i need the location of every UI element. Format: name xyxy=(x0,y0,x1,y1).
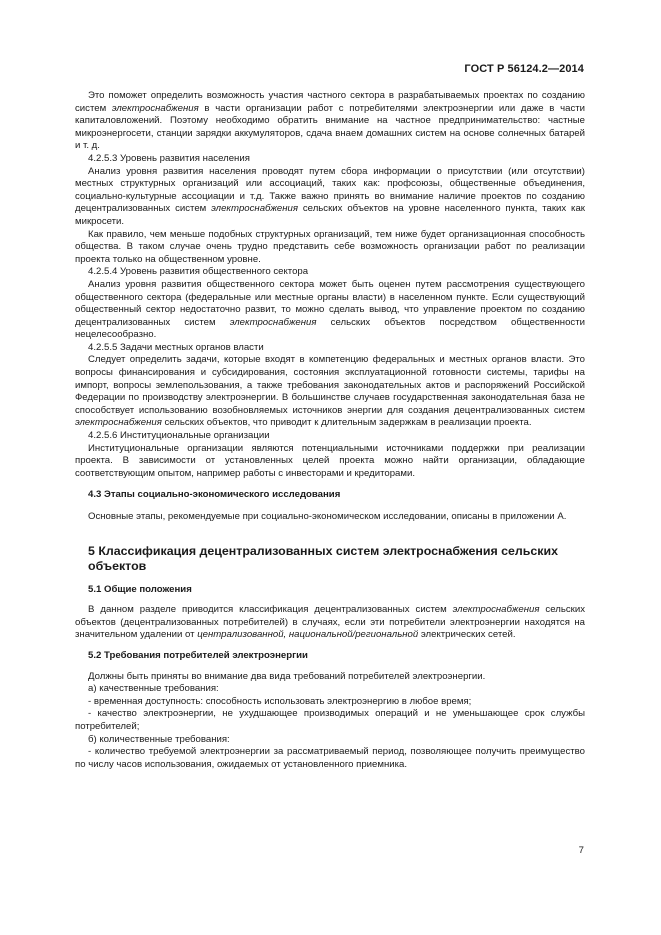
subsection-heading: 4.2.5.6 Институциональные организации xyxy=(88,430,270,442)
paragraph: В данном разделе приводится классификация децентрализованных систем электроснабжения сельских объектов (децентрализованных потребителей) в случаях, если эти потребители электроэнергии находятся на значительном удалении от централизованной, национальной/региональной электрических сетей. xyxy=(75,604,585,641)
chapter-heading: 5 Классификация децентрализованных систем электроснабжения сельских объектов xyxy=(88,543,559,573)
paragraph: Институциональные организации являются потенциальными источниками поддержки при реализации проекта. В зависимости от установленных целей проекта можно найти организации, обладающие соответствующим опытом, например работы с инвесторами и кредиторами. xyxy=(75,442,585,479)
paragraph: Это поможет определить возможность участия частного сектора в разрабатываемых проектах по созданию систем электроснабжения в части организации работ с потребителями электроэнергии или даже в части капиталовложений. Поэтому необходимо обратить внимание на частное предпринимательство: частные микроэнергосети, станции зарядки аккумуляторов, сдача внаем домашних систем на основе солнечных батарей и т. д. xyxy=(75,90,585,152)
paragraph: Следует определить задачи, которые входят в компетенцию федеральных и местных органов власти. Это вопросы финансирования и субсидирования, состояния эксплуатационной готовности системы, тарифы на импорт, вопросы землепользования, а также требования законодательных актов и распоряжений Российской Федерации по производству электроэнергии. В большинстве случаев государственная законодательная база не способствует использованию возобновляемых источников энергии для создания децентрализованных систем электроснабжения сельских объектов, что приводит к длительным задержкам в реализации проекта. xyxy=(75,354,585,429)
subsection-heading: 4.2.5.5 Задачи местных органов власти xyxy=(88,341,264,353)
list-item: - количество требуемой электроэнергии за рассматриваемый период, позволяющее получить преимущество по числу часов использования, ожидаемых от установленного приемника. xyxy=(75,746,585,770)
paragraph: Основные этапы, рекомендуемые при социально-экономическом исследовании, описаны в приложении А. xyxy=(88,511,567,522)
paragraph: Анализ уровня развития населения проводят путем сбора информации о присутствии (или отсутствии) местных структурных организаций или ассоциаций, таких как: профсоюзы, общественные объединения, социально-культурные ассоциации и т.д. Также важно принять во внимание наличие проектов по созданию децентрализованных систем электроснабжения сельских объектов на уровне населенного пункта, таких как микросети. xyxy=(75,165,585,227)
section-heading: 5.2 Требования потребителей электроэнергии xyxy=(88,649,308,661)
list-item: а) качественные требования: xyxy=(88,683,219,695)
section-heading: 4.3 Этапы социально-экономического исследования xyxy=(88,489,341,501)
subsection-heading: 4.2.5.4 Уровень развития общественного сектора xyxy=(88,266,309,278)
page-number: 7 xyxy=(578,845,584,856)
document-body xyxy=(75,90,585,771)
section-heading: 5.1 Общие положения xyxy=(88,583,192,595)
subsection-heading: 4.2.5.3 Уровень развития населения xyxy=(88,152,250,164)
paragraph: Анализ уровня развития общественного сектора может быть оценен путем рассмотрения существующего общественного сектора (федеральные или местные органы власти) в населенном пункте. Если существующий общественный сектор недостаточно развит, то можно сделать вывод, что управление проектом по созданию децентрализованных систем электроснабжения сельских объектов посредством общественности нецелесообразно. xyxy=(75,278,585,341)
paragraph: Как правило, чем меньше подобных структурных организаций, тем ниже будет организационная способность общества. В таком случае очень трудно представить себе возможность организации работ по реализации проекта только на общественном уровне. xyxy=(75,228,585,265)
list-item: - качество электроэнергии, не ухудшающее производимых операций и не уменьшающее срок службы потребителей; xyxy=(75,708,585,732)
document-code: ГОСТ Р 56124.2—2014 xyxy=(464,63,584,75)
list-item: - временная доступность: способность использовать электроэнергию в любое время; xyxy=(88,695,472,707)
paragraph: Должны быть приняты во внимание два вида требований потребителей электроэнергии. xyxy=(88,670,486,682)
list-item: б) количественные требования: xyxy=(88,733,230,745)
